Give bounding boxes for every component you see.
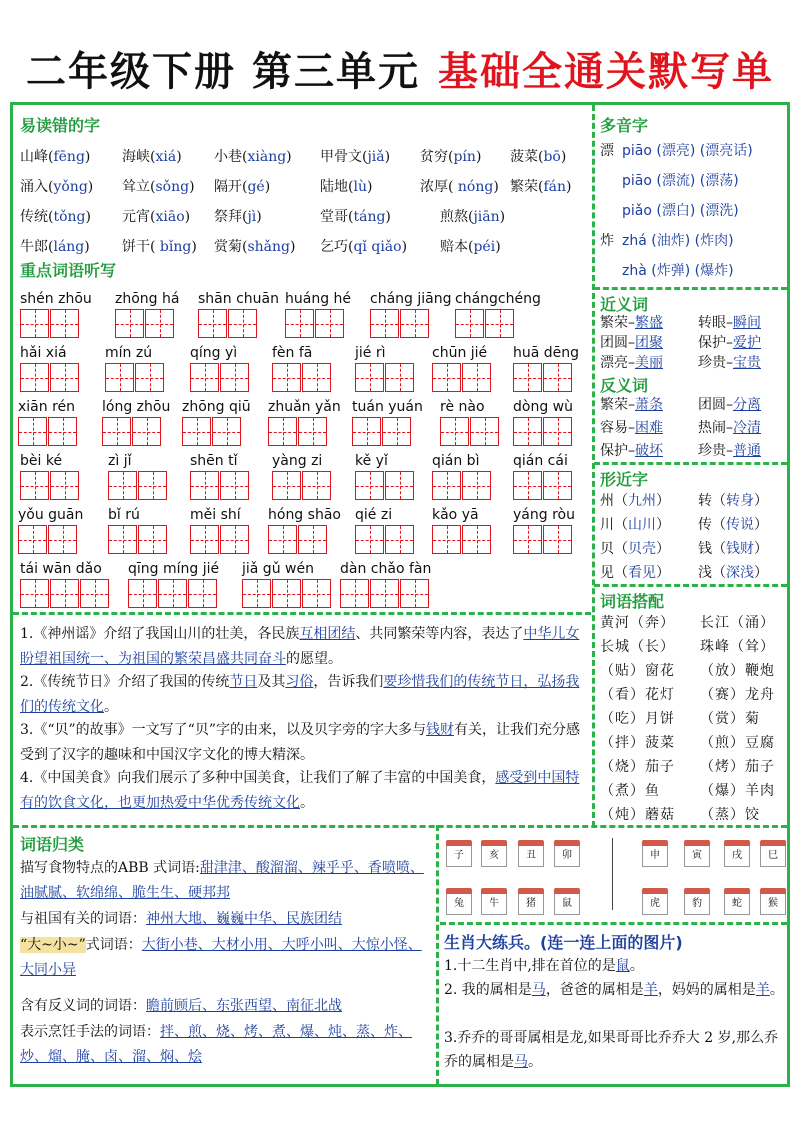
pinyin-label: mín zú xyxy=(105,345,153,361)
pinyin-label: qīng míng jié xyxy=(128,561,220,577)
tianzige-box xyxy=(190,363,219,392)
xingjin-item: 转（转身） xyxy=(698,493,768,509)
zodiac-tile: 巳 xyxy=(760,845,786,867)
dapei-item: （蒸）饺 xyxy=(700,807,760,823)
duoyin-row: zhà (炸弹) (爆炸) xyxy=(622,263,734,279)
duoyin-row: piāo (漂流) (漂荡) xyxy=(622,173,739,189)
dapei-item: （赏）菊 xyxy=(700,711,760,727)
yidu-header: 易读错的字 xyxy=(20,116,101,135)
pinyin-label: zhōng qiū xyxy=(182,399,251,415)
writing-boxes xyxy=(513,471,573,500)
writing-boxes xyxy=(355,471,415,500)
xingjin-item: 州（九州） xyxy=(600,493,670,509)
tianzige-box xyxy=(18,417,47,446)
duoyin-header: 多音字 xyxy=(600,116,649,135)
zodiac-picture: 牛 xyxy=(481,893,507,915)
dapei-item: （拌）菠菜 xyxy=(600,735,675,751)
zodiac-separator xyxy=(612,838,613,910)
pinyin-label: jiǎ gǔ wén xyxy=(242,561,314,577)
dapei-item: （烧）茄子 xyxy=(600,759,675,775)
writing-boxes xyxy=(108,471,168,500)
tianzige-box xyxy=(440,417,469,446)
summary-paragraph-4: 4.《中国美食》向我们展示了多种中国美食，让我们了解了丰富的中国美食，感受到中国特有的饮食文化，也更加热爱中华优秀传统文化。 xyxy=(20,770,580,811)
writing-boxes xyxy=(352,417,412,446)
yidu-item: 元宵(xiāo) xyxy=(122,209,191,225)
dapei-item: 珠峰（耸） xyxy=(700,639,775,655)
jinyi-item: 珍贵–宝贵 xyxy=(698,355,761,371)
dapei-item: （爆）羊肉 xyxy=(700,783,775,799)
tianzige-box xyxy=(543,363,572,392)
duoyin-row: piāo (漂亮) (漂亮话) xyxy=(622,143,753,159)
summary-paragraph-2: 2.《传统节日》介绍了我国的传统节日及其习俗，告诉我们要珍惜我们的传统节日，弘扬我们的传统文化。 xyxy=(20,674,580,715)
pinyin-label: tái wān dǎo xyxy=(20,561,102,577)
zodiac-picture: 豹 xyxy=(684,893,710,915)
pinyin-label: yǒu guān xyxy=(18,507,84,523)
tianzige-box xyxy=(513,363,542,392)
writing-boxes xyxy=(20,579,110,608)
dapei-item: （放）鞭炮 xyxy=(700,663,775,679)
tianzige-box xyxy=(18,525,47,554)
divider xyxy=(594,287,787,290)
dapei-item: （贴）窗花 xyxy=(600,663,675,679)
pinyin-label: zhuǎn yǎn xyxy=(268,399,341,415)
tianzige-box xyxy=(108,525,137,554)
tianzige-box xyxy=(382,417,411,446)
page-title: 二年级下册 第三单元 基础全通关默写单 xyxy=(26,49,774,95)
pinyin-label: qíng yì xyxy=(190,345,238,361)
writing-boxes xyxy=(105,363,165,392)
yidu-item: 赏菊(shǎng) xyxy=(214,239,296,255)
writing-boxes xyxy=(128,579,218,608)
pinyin-label: rè nào xyxy=(440,399,485,415)
duoyin-char: 漂 xyxy=(600,143,614,159)
pinyin-label: huā dēng xyxy=(513,345,580,361)
writing-boxes xyxy=(272,471,332,500)
pinyin-label: hóng shāo xyxy=(268,507,341,523)
zodiac-tile: 丑 xyxy=(518,845,544,867)
tianzige-box xyxy=(20,309,49,338)
tianzige-box xyxy=(302,363,331,392)
tianzige-box xyxy=(198,309,227,338)
tianzige-box xyxy=(20,363,49,392)
tianzige-box xyxy=(145,309,174,338)
dapei-item: 黄河（奔） xyxy=(600,615,675,631)
pinyin-label: jié rì xyxy=(355,345,386,361)
pinyin-label: qián cái xyxy=(513,453,568,469)
pinyin-label: dòng wù xyxy=(513,399,573,415)
tianzige-box xyxy=(455,309,484,338)
tianzige-box xyxy=(385,525,414,554)
tianzige-box xyxy=(138,471,167,500)
writing-boxes xyxy=(20,471,80,500)
guilei-abb: 描写食物特点的ABB 式词语:甜津津、酸溜溜、辣乎乎、香喷喷、油腻腻、软绵绵、脆生生、硬邦邦 xyxy=(20,860,424,901)
tianzige-box xyxy=(135,363,164,392)
dapei-item: （煮）鱼 xyxy=(600,783,660,799)
tianzige-box xyxy=(158,579,187,608)
tianzige-box xyxy=(470,417,499,446)
pinyin-label: zhōng há xyxy=(115,291,180,307)
writing-boxes xyxy=(198,309,258,338)
tianzige-box xyxy=(462,471,491,500)
tianzige-box xyxy=(50,471,79,500)
summary-paragraph-3: 3.《“贝”的故事》一文写了“贝”字的由来，以及贝字旁的字大多与钱财有关，让我们充分感受到了汉字的趣味和中国汉字文化的博大精深。 xyxy=(20,722,580,763)
guilei-fanyi: 含有反义词的词语：瞻前顾后、东张西望、南征北战 xyxy=(20,998,342,1014)
shengxiao-q2: 2. 我的属相是马，爸爸的属相是羊，妈妈的属相是羊。 xyxy=(444,982,784,998)
writing-boxes xyxy=(455,309,515,338)
dapei-item: （烤）茄子 xyxy=(700,759,775,775)
yidu-item: 耸立(sǒng) xyxy=(122,179,195,195)
tianzige-box xyxy=(400,579,429,608)
writing-boxes xyxy=(190,363,250,392)
pinyin-label: chūn jié xyxy=(432,345,488,361)
pinyin-label: kě yǐ xyxy=(355,453,388,469)
yidu-item: 赔本(péi) xyxy=(440,239,501,255)
tianzige-box xyxy=(272,471,301,500)
tianzige-box xyxy=(355,471,384,500)
tianzige-box xyxy=(432,525,461,554)
tianzige-box xyxy=(302,471,331,500)
tianzige-box xyxy=(50,579,79,608)
writing-boxes xyxy=(513,363,573,392)
tianzige-box xyxy=(138,525,167,554)
zodiac-picture: 虎 xyxy=(642,893,668,915)
fanyi-item: 容易–困难 xyxy=(600,420,663,436)
pinyin-label: yàng zi xyxy=(272,453,323,469)
zodiac-tile: 子 xyxy=(446,845,472,867)
duoyin-row: piǎo (漂白) (漂洗) xyxy=(622,203,739,219)
writing-boxes xyxy=(102,417,162,446)
shengxiao-q3: 3.乔乔的哥哥属相是龙,如果哥哥比乔乔大 2 岁,那么乔乔的属相是马。 xyxy=(444,1030,779,1070)
pinyin-label: shén zhōu xyxy=(20,291,92,307)
tianzige-box xyxy=(268,417,297,446)
zodiac-picture: 蛇 xyxy=(724,893,750,915)
tianzige-box xyxy=(298,525,327,554)
writing-boxes xyxy=(190,471,250,500)
zodiac-tile: 申 xyxy=(642,845,668,867)
writing-boxes xyxy=(370,309,430,338)
tianzige-box xyxy=(188,579,217,608)
pinyin-label: huáng hé xyxy=(285,291,352,307)
writing-boxes xyxy=(268,525,328,554)
zodiac-picture: 鼠 xyxy=(554,893,580,915)
pinyin-label: lóng zhōu xyxy=(102,399,171,415)
summary-paragraph-1: 1.《神州谣》介绍了我国山川的壮美，各民族互相团结、共同繁荣等内容，表达了中华儿女盼望祖国统一、为祖国的繁荣昌盛共同奋斗的愿望。 xyxy=(20,626,580,667)
tianzige-box xyxy=(400,309,429,338)
writing-boxes xyxy=(355,525,415,554)
tianzige-box xyxy=(268,525,297,554)
writing-boxes xyxy=(268,417,328,446)
jinyi-item: 漂亮–美丽 xyxy=(600,355,663,371)
tianzige-box xyxy=(115,309,144,338)
pinyin-label: qián bì xyxy=(432,453,480,469)
fanyi-item: 繁荣–萧条 xyxy=(600,397,663,413)
yidu-item: 隔开(gé) xyxy=(214,179,271,195)
tianzige-box xyxy=(48,417,77,446)
tianzige-box xyxy=(432,363,461,392)
tianzige-box xyxy=(132,417,161,446)
tianzige-box xyxy=(513,525,542,554)
divider xyxy=(13,825,787,828)
yidu-item: 繁荣(fán) xyxy=(510,179,572,195)
dapei-header: 词语搭配 xyxy=(600,592,665,611)
pinyin-label: měi shí xyxy=(190,507,241,523)
pinyin-label: fèn fā xyxy=(272,345,313,361)
tianzige-box xyxy=(50,363,79,392)
writing-boxes xyxy=(272,363,332,392)
pinyin-label: kǎo yā xyxy=(432,507,479,523)
shengxiao-q1: 1.十二生肖中,排在首位的是鼠。 xyxy=(444,958,644,974)
zodiac-tile: 戌 xyxy=(724,845,750,867)
writing-boxes xyxy=(115,309,175,338)
zodiac-tile: 寅 xyxy=(684,845,710,867)
zodiac-tile: 卯 xyxy=(554,845,580,867)
pinyin-label: tuán yuán xyxy=(352,399,423,415)
tianzige-box xyxy=(190,471,219,500)
divider xyxy=(440,922,787,925)
divider xyxy=(594,584,787,587)
writing-boxes xyxy=(432,525,492,554)
writing-boxes xyxy=(440,417,500,446)
writing-boxes xyxy=(108,525,168,554)
tianzige-box xyxy=(462,525,491,554)
writing-boxes xyxy=(340,579,430,608)
tingxie-header: 重点词语听写 xyxy=(20,261,117,280)
writing-boxes xyxy=(432,471,492,500)
zodiac-picture: 兔 xyxy=(446,893,472,915)
tianzige-box xyxy=(220,471,249,500)
pinyin-label: bèi ké xyxy=(20,453,63,469)
pinyin-label: chángchéng xyxy=(455,291,541,307)
writing-boxes xyxy=(20,363,80,392)
tianzige-box xyxy=(543,417,572,446)
dapei-item: （看）花灯 xyxy=(600,687,675,703)
tianzige-box xyxy=(108,471,137,500)
fanyi-item: 热闹–冷清 xyxy=(698,420,761,436)
tianzige-box xyxy=(20,471,49,500)
jinyi-item: 保护–爱护 xyxy=(698,335,761,351)
tianzige-box xyxy=(228,309,257,338)
tianzige-box xyxy=(48,525,77,554)
tianzige-box xyxy=(370,309,399,338)
writing-boxes xyxy=(432,363,492,392)
xingjin-item: 钱（钱财） xyxy=(698,541,768,557)
yidu-item: 贫穷(pín) xyxy=(420,149,482,165)
writing-boxes xyxy=(18,525,78,554)
pinyin-label: dàn chǎo fàn xyxy=(340,561,432,577)
tianzige-box xyxy=(220,525,249,554)
xingjin-header: 形近字 xyxy=(600,470,649,489)
yidu-item: 甲骨文(jiǎ) xyxy=(320,149,391,165)
tianzige-box xyxy=(462,363,491,392)
tianzige-box xyxy=(385,363,414,392)
yidu-item: 浓厚( nóng) xyxy=(420,179,499,195)
tianzige-box xyxy=(102,417,131,446)
yidu-item: 海峡(xiá) xyxy=(122,149,182,165)
pinyin-label: cháng jiāng xyxy=(370,291,452,307)
tianzige-box xyxy=(272,579,301,608)
jinyi-item: 团圆–团聚 xyxy=(600,335,663,351)
tianzige-box xyxy=(302,579,331,608)
tianzige-box xyxy=(128,579,157,608)
yidu-item: 牛郎(láng) xyxy=(20,239,90,255)
guilei-daxiao: “大~小~”式词语：大街小巷、大材小用、大呼小叫、大惊小怪、大同小异 xyxy=(20,937,422,978)
xingjin-item: 见（看见） xyxy=(600,565,670,581)
jinyi-item: 转眼–瞬间 xyxy=(698,315,761,331)
yidu-item: 饼干( bǐng) xyxy=(122,239,197,255)
yidu-item: 山峰(fēng) xyxy=(20,149,91,165)
pinyin-label: yáng ròu xyxy=(513,507,575,523)
tianzige-box xyxy=(242,579,271,608)
tianzige-box xyxy=(212,417,241,446)
tianzige-box xyxy=(272,363,301,392)
tianzige-box xyxy=(105,363,134,392)
dapei-item: 长城（长） xyxy=(600,639,675,655)
writing-boxes xyxy=(18,417,78,446)
tianzige-box xyxy=(543,525,572,554)
pinyin-label: xiān rén xyxy=(18,399,76,415)
fanyi-item: 保护–破坏 xyxy=(600,443,663,459)
yidu-item: 传统(tǒng) xyxy=(20,209,91,225)
writing-boxes xyxy=(355,363,415,392)
jinyi-header: 近义词 xyxy=(600,295,649,314)
pinyin-label: shān chuān xyxy=(198,291,279,307)
zodiac-tile: 亥 xyxy=(481,845,507,867)
zodiac-picture: 猪 xyxy=(518,893,544,915)
tianzige-box xyxy=(432,471,461,500)
pinyin-label: hǎi xiá xyxy=(20,345,67,361)
tianzige-box xyxy=(352,417,381,446)
yidu-item: 煎熬(jiān) xyxy=(440,209,506,225)
fanyi-item: 团圆–分离 xyxy=(698,397,761,413)
tianzige-box xyxy=(513,417,542,446)
pinyin-label: zì jǐ xyxy=(108,453,132,469)
tianzige-box xyxy=(50,309,79,338)
writing-boxes xyxy=(182,417,242,446)
tianzige-box xyxy=(220,363,249,392)
xingjin-item: 贝（贝壳） xyxy=(600,541,670,557)
dapei-item: （吃）月饼 xyxy=(600,711,675,727)
jinyi-item: 繁荣–繁盛 xyxy=(600,315,663,331)
zodiac-picture: 猴 xyxy=(760,893,786,915)
tianzige-box xyxy=(340,579,369,608)
yidu-item: 小巷(xiàng) xyxy=(214,149,292,165)
writing-boxes xyxy=(20,309,80,338)
guilei-zuguo: 与祖国有关的词语：神州大地、巍巍中华、民族团结 xyxy=(20,911,342,927)
pinyin-label: qié zi xyxy=(355,507,393,523)
tianzige-box xyxy=(285,309,314,338)
tianzige-box xyxy=(80,579,109,608)
guilei-header: 词语归类 xyxy=(20,835,85,854)
duoyin-char: 炸 xyxy=(600,233,614,249)
divider xyxy=(13,612,591,615)
tianzige-box xyxy=(355,525,384,554)
xingjin-item: 川（山川） xyxy=(600,517,670,533)
yidu-item: 陆地(lù) xyxy=(320,179,373,195)
xingjin-item: 浅（深浅） xyxy=(698,565,768,581)
tianzige-box xyxy=(182,417,211,446)
shengxiao-header: 生肖大练兵。(连一连上面的图片) xyxy=(444,933,683,952)
tianzige-box xyxy=(355,363,384,392)
tianzige-box xyxy=(513,471,542,500)
dapei-item: 长江（涌） xyxy=(700,615,775,631)
pinyin-label: bǐ rú xyxy=(108,507,140,523)
tianzige-box xyxy=(20,579,49,608)
pinyin-label: shēn tǐ xyxy=(190,453,238,469)
fanyi-header: 反义词 xyxy=(600,376,649,395)
writing-boxes xyxy=(190,525,250,554)
xingjin-item: 传（传说） xyxy=(698,517,768,533)
writing-boxes xyxy=(513,525,573,554)
divider xyxy=(594,462,787,465)
divider xyxy=(436,825,439,1085)
tianzige-box xyxy=(385,471,414,500)
dapei-item: （炖）蘑菇 xyxy=(600,807,675,823)
dapei-item: （赛）龙舟 xyxy=(700,687,775,703)
dapei-item: （煎）豆腐 xyxy=(700,735,775,751)
yidu-item: 堂哥(táng) xyxy=(320,209,391,225)
writing-boxes xyxy=(242,579,332,608)
tianzige-box xyxy=(315,309,344,338)
tianzige-box xyxy=(370,579,399,608)
tianzige-box xyxy=(543,471,572,500)
fanyi-item: 珍贵–普通 xyxy=(698,443,761,459)
divider xyxy=(592,105,595,827)
yidu-item: 祭拜(jì) xyxy=(214,209,262,225)
duoyin-row: zhá (油炸) (炸肉) xyxy=(622,233,734,249)
tianzige-box xyxy=(190,525,219,554)
tianzige-box xyxy=(485,309,514,338)
yidu-item: 涌入(yǒng) xyxy=(20,179,94,195)
yidu-item: 乞巧(qǐ qiǎo) xyxy=(320,239,408,255)
tianzige-box xyxy=(298,417,327,446)
writing-boxes xyxy=(285,309,345,338)
yidu-item: 菠菜(bō) xyxy=(510,149,567,165)
guilei-pengren: 表示烹饪手法的词语：拌、煎、烧、烤、煮、爆、炖、蒸、炸、炒、熘、腌、卤、溜、焖、烩 xyxy=(20,1024,412,1065)
writing-boxes xyxy=(513,417,573,446)
